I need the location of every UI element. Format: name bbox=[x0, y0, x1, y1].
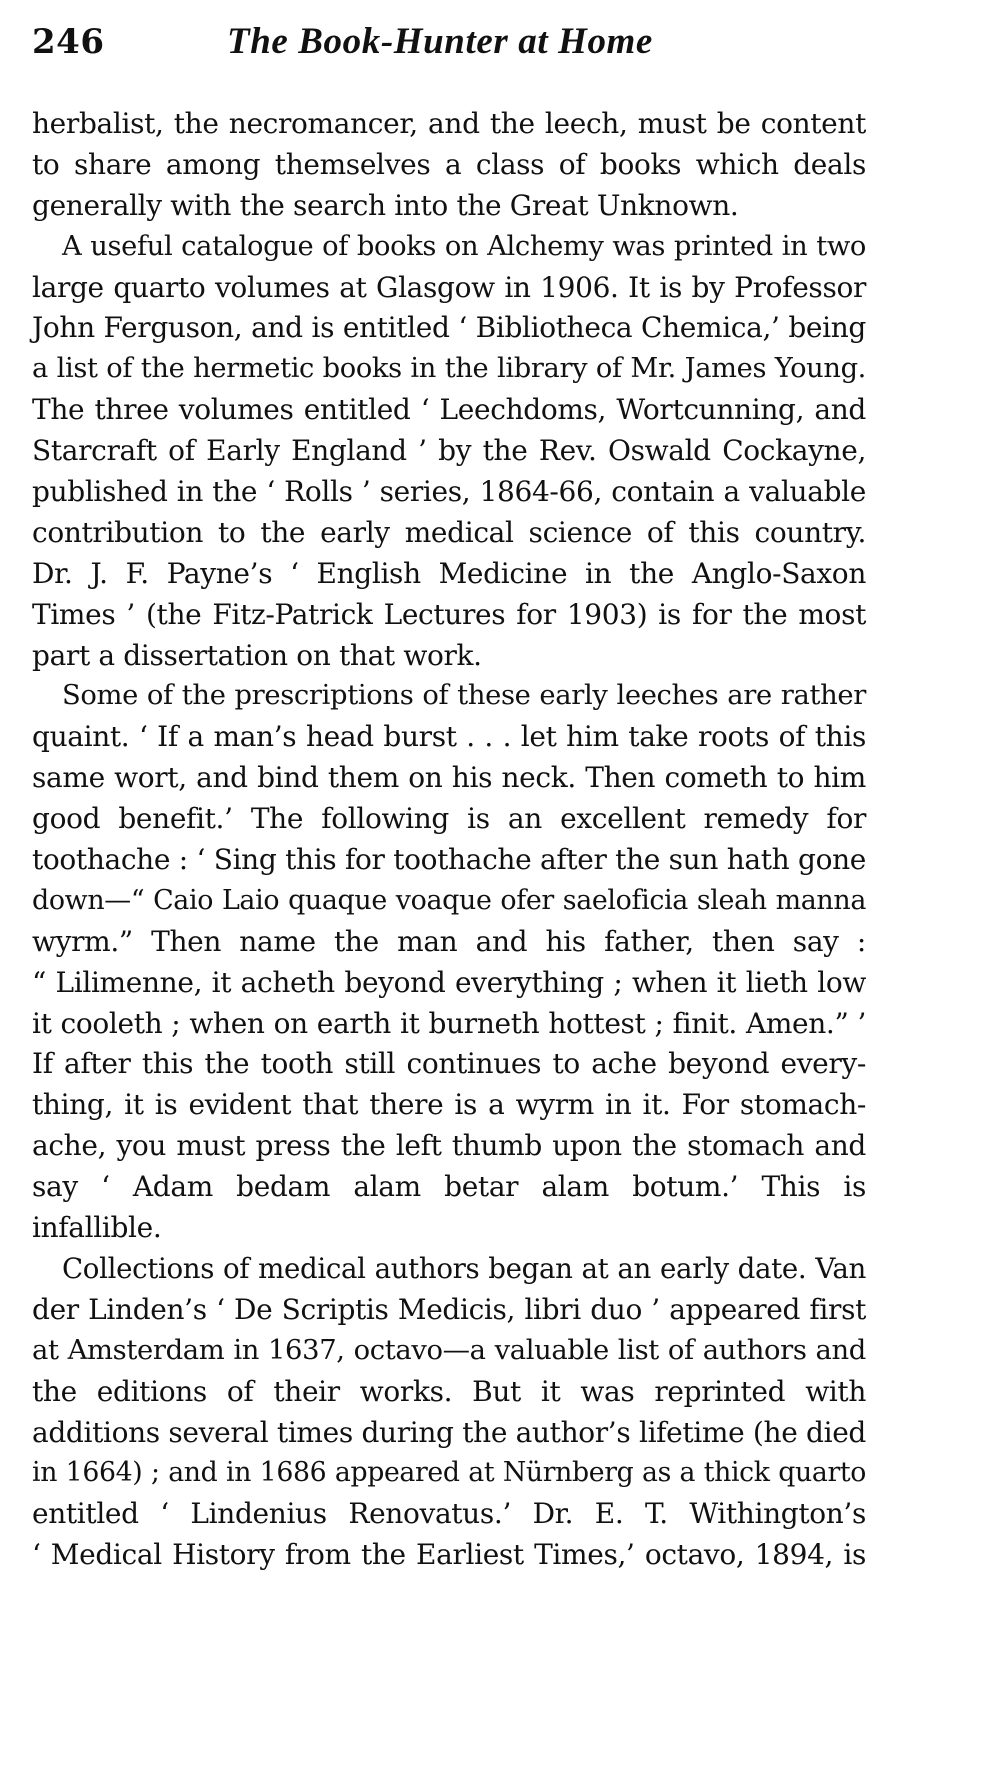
text-line: Times ’ (the Fitz-Patrick Lectures for 1903) is for the most bbox=[32, 597, 866, 631]
text-line: Some of the prescriptions of these early leeches are rather bbox=[62, 680, 866, 712]
paragraph bbox=[32, 1249, 866, 1576]
text-line: wyrm.” Then name the man and his father, then say : bbox=[32, 924, 866, 958]
text-line: at Amsterdam in 1637, octavo—a valuable list of authors and bbox=[32, 1334, 866, 1366]
text-line: it cooleth ; when on earth it burneth hottest ; finit. Amen.” ’ bbox=[32, 1006, 866, 1040]
running-title: The Book-Hunter at Home bbox=[227, 21, 653, 62]
paragraph bbox=[32, 104, 866, 227]
text-line: Starcraft of Early England ’ by the Rev. Oswald Cockayne, bbox=[32, 434, 866, 468]
text-line: infallible. bbox=[32, 1211, 162, 1245]
paragraph bbox=[32, 227, 866, 677]
paragraph bbox=[32, 676, 866, 1248]
text-line: contribution to the early medical science of this country. bbox=[32, 515, 866, 549]
text-line: in 1664) ; and in 1686 appeared at Nürnberg as a thick quarto bbox=[32, 1457, 866, 1489]
text-line: entitled ‘ Lindenius Renovatus.’ Dr. E. T. Withington’s bbox=[32, 1497, 866, 1531]
text-line: A useful catalogue of books on Alchemy was printed in two bbox=[62, 230, 866, 262]
text-line: Dr. J. F. Payne’s ‘ English Medicine in the Anglo-Saxon bbox=[32, 556, 866, 590]
text-line: down—“ Caio Laio quaque voaque ofer saeloficia sleah manna bbox=[32, 884, 866, 916]
text-line: Collections of medical authors began at an early date. Van bbox=[62, 1251, 866, 1285]
text-line: quaint. ‘ If a man’s head burst . . . let him take roots of this bbox=[32, 720, 866, 754]
text-line: thing, it is evident that there is a wyrm in it. For stomach- bbox=[32, 1088, 866, 1122]
text-line: ‘ Medical History from the Earliest Times,’ octavo, 1894, is bbox=[32, 1538, 866, 1572]
text-line: ache, you must press the left thumb upon the stomach and bbox=[32, 1129, 866, 1163]
text-line: large quarto volumes at Glasgow in 1906. It is by Professor bbox=[32, 270, 866, 304]
text-line: good benefit.’ The following is an excellent remedy for bbox=[32, 802, 866, 836]
text-line: say ‘ Adam bedam alam betar alam botum.’ This is bbox=[32, 1170, 866, 1204]
text-line: herbalist, the necromancer, and the leech, must be content bbox=[32, 107, 866, 140]
text-line: der Linden’s ‘ De Scriptis Medicis, libri duo ’ appeared first bbox=[32, 1292, 866, 1326]
text-line: additions several times during the author’s lifetime (he died bbox=[32, 1415, 866, 1449]
text-line: same wort, and bind them on his neck. Then cometh to him bbox=[32, 761, 866, 795]
text-line: the editions of their works. But it was reprinted with bbox=[32, 1374, 866, 1408]
page-number: 246 bbox=[32, 22, 105, 62]
text-line: generally with the search into the Great Unknown. bbox=[32, 188, 739, 222]
text-line: toothache : ‘ Sing this for toothache after the sun hath gone bbox=[32, 843, 866, 877]
text-line: “ Lilimenne, it acheth beyond everything ; when it lieth low bbox=[32, 965, 866, 999]
text-line: John Ferguson, and is entitled ‘ Bibliotheca Chemica,’ being bbox=[32, 311, 866, 345]
running-head bbox=[32, 16, 862, 68]
text-line: part a dissertation on that work. bbox=[32, 638, 482, 672]
body-text bbox=[32, 104, 866, 1576]
text-line: The three volumes entitled ‘ Leechdoms, Wortcunning, and bbox=[32, 393, 866, 427]
text-line: published in the ‘ Rolls ’ series, 1864-66, contain a valuable bbox=[32, 475, 866, 509]
text-line: a list of the hermetic books in the library of Mr. James Young. bbox=[32, 353, 866, 385]
text-line: If after this the tooth still continues to ache beyond every- bbox=[32, 1047, 866, 1081]
text-line: to share among themselves a class of books which deals bbox=[32, 147, 866, 181]
